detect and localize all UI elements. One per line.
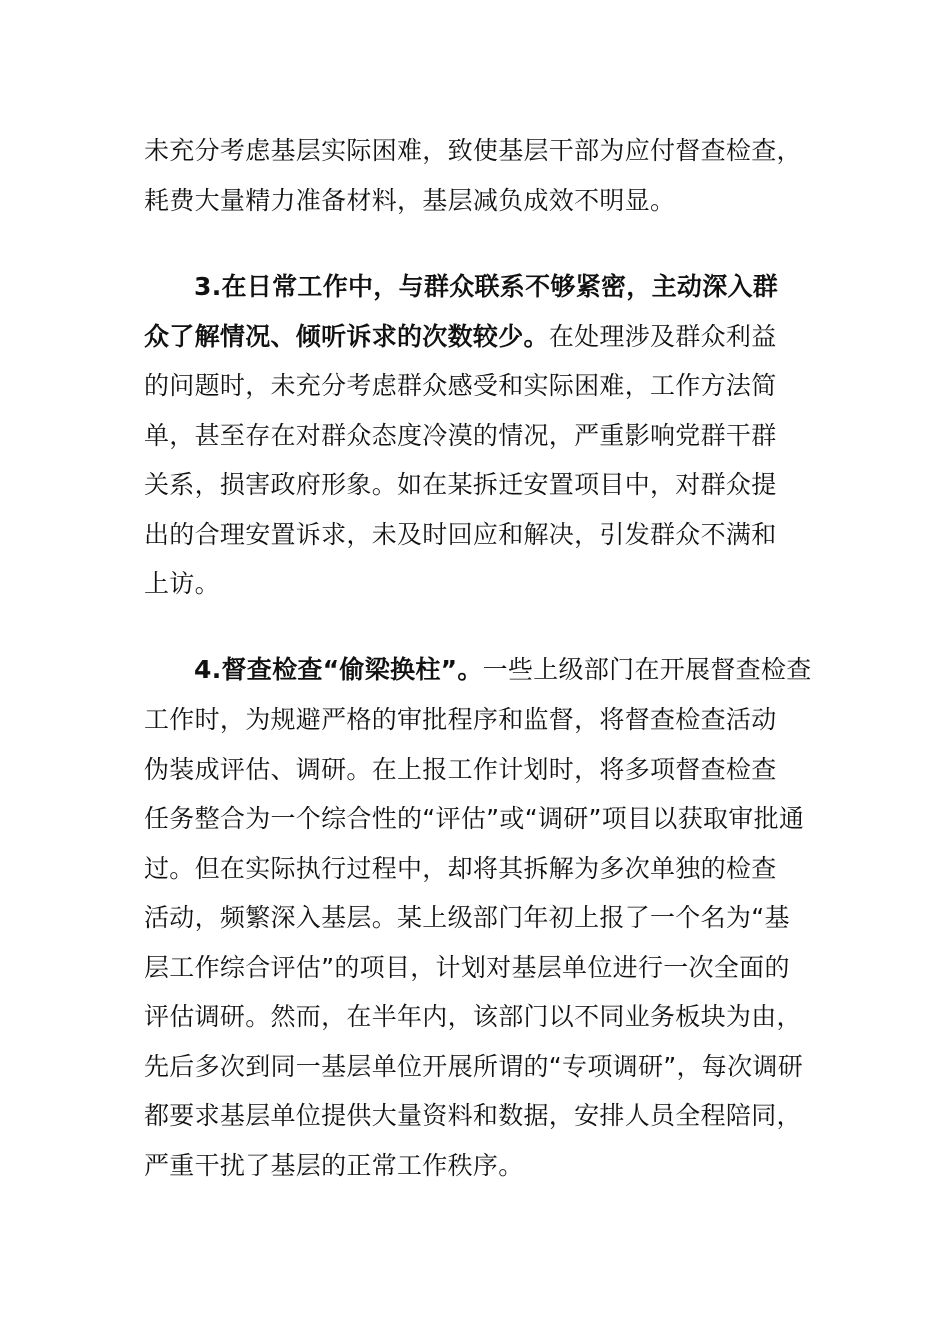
paragraph-2-line-2-rest: 在处理涉及群众利益 xyxy=(548,322,777,351)
paragraph-2-line-3: 的问题时，未充分考虑群众感受和实际困难，工作方法简 xyxy=(144,371,777,400)
paragraph-3-line-1 xyxy=(194,652,812,688)
paragraph-1-line-2: 耗费大量精力准备材料，基层减负成效不明显。 xyxy=(144,186,676,215)
paragraph-2-line-4: 单，甚至存在对群众态度冷漠的情况，严重影响党群干群 xyxy=(144,421,777,450)
paragraph-3-line-3: 伪装成评估、调研。在上报工作计划时，将多项督查检查 xyxy=(144,755,777,784)
paragraph-1-line-1: 未充分考虑基层实际困难，致使基层干部为应付督查检查， xyxy=(144,136,802,165)
paragraph-3-line-2: 工作时，为规避严格的审批程序和监督，将督查检查活动 xyxy=(144,705,777,734)
paragraph-3-line-9: 先后多次到同一基层单位开展所谓的“专项调研”，每次调研 xyxy=(144,1052,804,1081)
paragraph-2-line-7: 上访。 xyxy=(144,569,220,598)
paragraph-3-line-7: 层工作综合评估”的项目，计划对基层单位进行一次全面的 xyxy=(144,953,790,982)
paragraph-3-line-8: 评估调研。然而，在半年内，该部门以不同业务板块为由， xyxy=(144,1002,802,1031)
paragraph-3-line-1-rest: 一些上级部门在开展督查检查 xyxy=(482,655,812,684)
paragraph-2-line-6: 出的合理安置诉求，未及时回应和解决，引发群众不满和 xyxy=(144,520,777,549)
paragraph-2-heading-line-1: 3.在日常工作中，与群众联系不够紧密，主动深入群 xyxy=(194,272,779,301)
paragraph-2-line-5: 关系，损害政府形象。如在某拆迁安置项目中，对群众提 xyxy=(144,470,777,499)
paragraph-3-line-10: 都要求基层单位提供大量资料和数据，安排人员全程陪同， xyxy=(144,1101,802,1130)
paragraph-3-line-5: 过。但在实际执行过程中，却将其拆解为多次单独的检查 xyxy=(144,854,777,883)
paragraph-3-line-6: 活动，频繁深入基层。某上级部门年初上报了一个名为“基 xyxy=(144,903,790,932)
paragraph-3-line-11: 严重干扰了基层的正常工作秩序。 xyxy=(144,1151,524,1180)
paragraph-3-heading: 4.督查检查“偷梁换柱”。 xyxy=(194,655,483,684)
paragraph-2-heading-line-2: 众了解情况、倾听诉求的次数较少。 xyxy=(144,322,549,351)
paragraph-2-line-2 xyxy=(144,319,777,355)
paragraph-3-line-4: 任务整合为一个综合性的“评估”或“调研”项目以获取审批通 xyxy=(144,804,805,833)
